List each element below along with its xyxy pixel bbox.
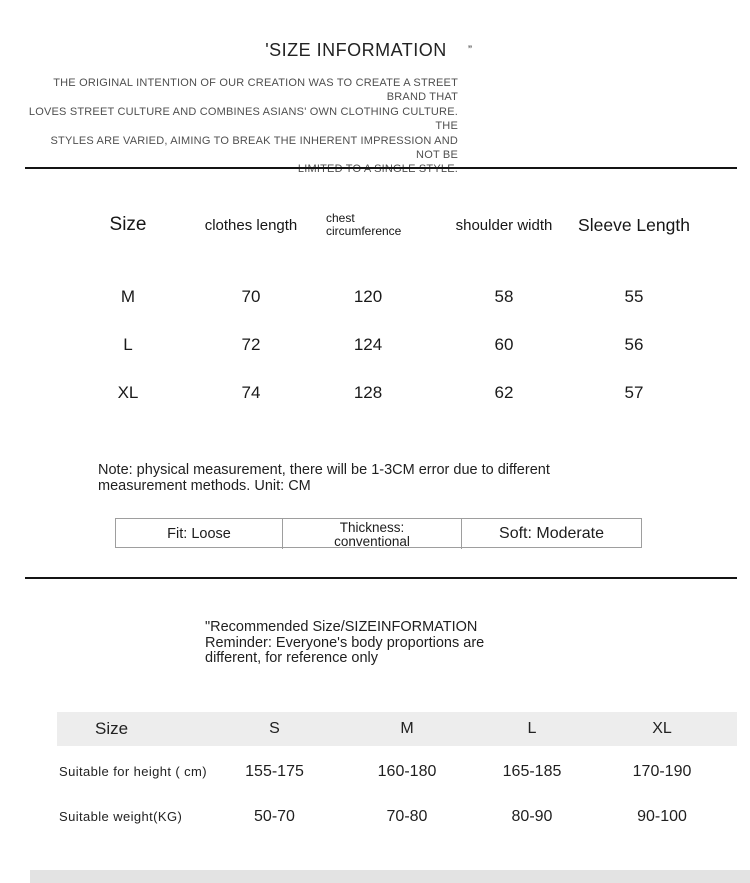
height-xl: 170-190 <box>632 763 692 780</box>
rec-header-l: L <box>477 712 587 746</box>
weight-row-label: Suitable weight(KG) <box>59 808 183 824</box>
weight-l: 80-90 <box>511 808 553 825</box>
garment-attributes <box>115 518 642 548</box>
weight-xl: 90-100 <box>637 808 687 825</box>
height-row-label: Suitable for height ( cm) <box>59 763 208 779</box>
attribute-fit: Fit: Loose <box>167 526 231 542</box>
recommended-size-line: Reminder: Everyone's body proportions are <box>205 634 485 651</box>
table-spacer <box>60 245 690 273</box>
recommended-size-line: different, for reference only <box>205 650 379 667</box>
measurement-note-line: measurement methods. Unit: CM <box>98 477 311 494</box>
weight-m: 70-80 <box>386 808 428 825</box>
row-l-sleeve: 56 <box>624 335 644 354</box>
row-m-chest: 120 <box>353 287 383 306</box>
footer-strip <box>30 870 750 883</box>
rec-header-size: Size <box>57 712 212 746</box>
brand-intro-line: LOVES STREET CULTURE AND COMBINES ASIANS' OWN CLOTHING CULTURE. THE <box>28 105 458 133</box>
row-l-size: L <box>123 335 133 354</box>
row-m-shoulder: 58 <box>494 287 514 306</box>
row-l-clothes-length: 72 <box>241 335 261 354</box>
brand-intro-line: THE ORIGINAL INTENTION OF OUR CREATION WAS TO CREATE A STREET BRAND THAT <box>53 77 458 104</box>
brand-intro-line: STYLES ARE VARIED, AIMING TO BREAK THE INHERENT IMPRESSION AND NOT BE <box>50 134 458 162</box>
row-xl-shoulder: 62 <box>494 383 514 402</box>
divider-top <box>25 167 737 169</box>
recommended-size-table <box>57 712 737 836</box>
row-m-clothes-length: 70 <box>241 287 261 306</box>
page-header <box>0 40 750 61</box>
recommended-size-line: "Recommended Size/SIZEINFORMATION <box>205 619 478 635</box>
measurement-note-line: Note: physical measurement, there will be 1-3CM error due to different <box>98 462 550 478</box>
column-header-sleeve-length: Sleeve Length <box>578 214 690 235</box>
quote-mark: ” <box>468 43 472 57</box>
column-header-chest-circumference: chest circumference <box>326 211 402 238</box>
weight-s: 50-70 <box>254 808 295 825</box>
attribute-thickness: Thickness: conventional <box>282 519 461 549</box>
divider-bottom <box>25 577 737 579</box>
row-xl-size: XL <box>117 383 139 402</box>
row-m-size: M <box>120 287 136 306</box>
column-header-size: Size <box>109 214 147 235</box>
recommended-size-note <box>205 620 535 667</box>
page-title: 'SIZE INFORMATION <box>265 40 447 60</box>
row-xl-sleeve: 57 <box>624 383 644 402</box>
height-l: 165-185 <box>502 763 562 780</box>
size-measurements-table <box>60 205 690 417</box>
row-m-sleeve: 55 <box>624 287 644 306</box>
brand-intro <box>28 76 458 177</box>
column-header-shoulder-width: shoulder width <box>455 216 553 234</box>
rec-header-m: M <box>337 712 477 746</box>
brand-intro-line: LIMITED TO A SINGLE STYLE. <box>297 163 458 176</box>
measurement-note <box>98 463 678 494</box>
row-l-chest: 124 <box>353 335 383 354</box>
row-l-shoulder: 60 <box>494 335 514 354</box>
row-xl-clothes-length: 74 <box>241 383 261 402</box>
height-m: 160-180 <box>377 763 437 780</box>
attribute-softness: Soft: Moderate <box>461 519 641 549</box>
height-s: 155-175 <box>245 763 304 780</box>
row-xl-chest: 128 <box>353 383 383 402</box>
rec-header-s: S <box>212 712 337 746</box>
rec-header-xl: XL <box>587 712 737 746</box>
column-header-clothes-length: clothes length <box>204 216 298 234</box>
